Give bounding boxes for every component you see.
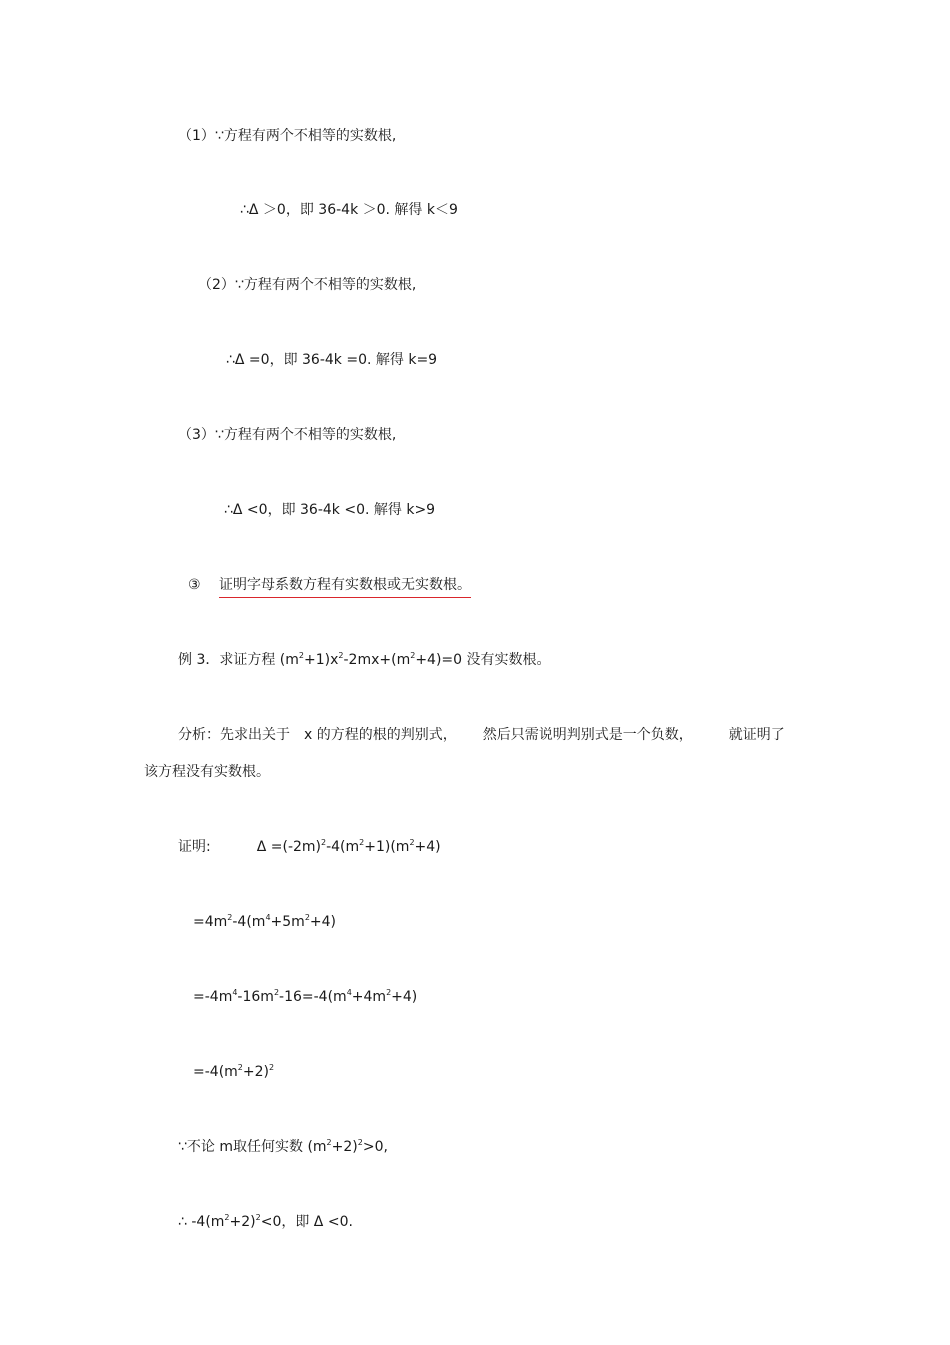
- analysis-line-2: 该方程没有实数根。: [144, 764, 270, 780]
- case-1-conclusion: ∴Δ ＞0，即 36-4k ＞0. 解得 k＜9: [240, 202, 458, 218]
- section-title: 证明字母系数方程有实数根或无实数根。: [219, 577, 471, 598]
- example-3: 例 3．求证方程 $(m^2+1)x^2-2mx+(m^2+4)=0$ 没有实数根。: [178, 651, 551, 668]
- analysis-line-1: 分析：先求出关于 x 的方程的根的判别式， 然后只需说明判别式是一个负数， 就证明了: [178, 727, 785, 743]
- case-1-premise: （1）∵方程有两个不相等的实数根,: [178, 128, 397, 144]
- proof-delta: 证明: $\Delta =(-2m)^2-4(m^2+1)(m^2+4)$: [178, 838, 441, 855]
- case-2-conclusion: ∴Δ =0，即 36-4k =0. 解得 k=9: [226, 352, 438, 368]
- proof-because: ∵不论 m取任何实数 $(m^2+2)^2>0$,: [178, 1138, 388, 1155]
- case-3-premise: （3）∵方程有两个不相等的实数根,: [178, 427, 397, 443]
- section-heading: [188, 576, 471, 594]
- proof-step-2: $=-4m^4-16m^2-16=-4(m^4+4m^2+4)$: [193, 988, 418, 1005]
- proof-therefore: ∴ $-4(m^2+2)^2<0$，即 Δ <0.: [178, 1213, 353, 1230]
- proof-step-3: $=-4(m^2+2)^2$: [193, 1063, 275, 1080]
- proof-step-1: $=4m^2-4(m^4+5m^2+4)$: [193, 913, 337, 930]
- case-3-conclusion: ∴Δ <0，即 36-4k <0. 解得 k>9: [224, 502, 436, 518]
- proof-label: 证明:: [178, 839, 211, 855]
- section-number: ③: [188, 577, 201, 593]
- case-2-premise: （2）∵方程有两个不相等的实数根,: [198, 277, 417, 293]
